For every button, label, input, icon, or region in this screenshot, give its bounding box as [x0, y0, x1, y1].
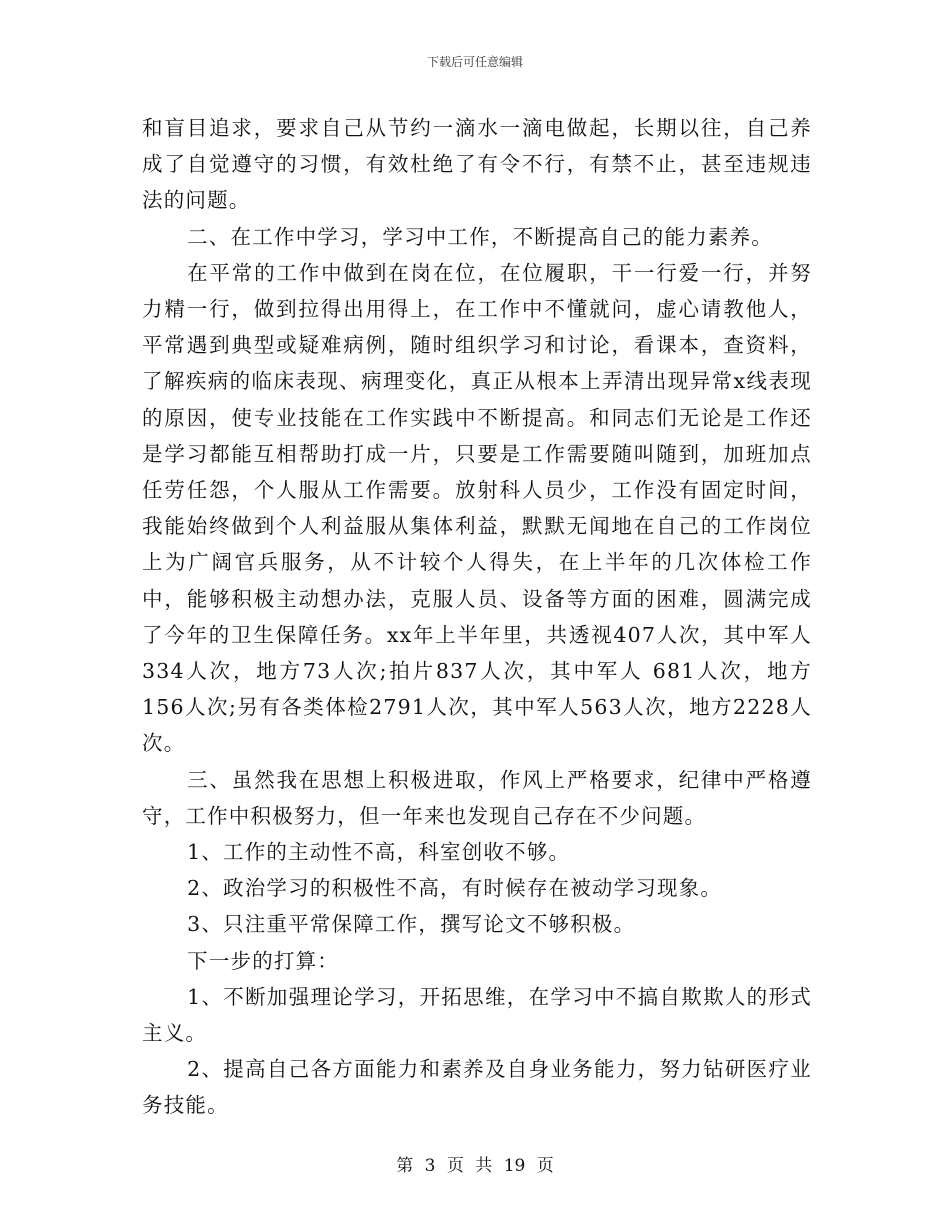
- plan-item-1: 1、不断加强理论学习，开拓思维，在学习中不搞自欺欺人的形式主义。: [142, 984, 812, 1046]
- plan-item-2: 2、提高自己各方面能力和素养及自身业务能力，努力钻研医疗业务技能。: [142, 1057, 812, 1118]
- paragraph-continuation: 和盲目追求，要求自己从节约一滴水一滴电做起，长期以往，自己养成了自觉遵守的习惯，有效杜绝了有令不行，有禁不止，甚至违规违法的问题。: [142, 116, 812, 213]
- problem-item-2: 2、政治学习的积极性不高，有时候存在被动学习现象。: [187, 876, 723, 901]
- paragraph-work-details: 在平常的工作中做到在岗在位，在位履职，干一行爱一行，并努力精一行，做到拉得出用得上，在工作中不懂就问，虚心请教他人，平常遇到典型或疑难病例，随时组织学习和讨论，看课本，查资料，了解疾病的临床表现、病理变化，真正从根本上弄清出现异常x线表现的原因，使专业技能在工作实践中不断提高。和同志们无论是工作还是学习都能互相帮助打成一片，只要是工作需要随叫随到，加班加点任劳任怨，个人服从工作需要。放射科人员少，工作没有固定时间，我能始终做到个人利益服从集体利益，默默无闻地在自己的工作岗位上为广阔官兵服务，从不计较个人得失，在上半年的几次体检工作中，能够积极主动想办法，克服人员、设备等方面的困难，圆满完成了今年的卫生保障任务。xx年上半年里，共透视407人次，其中军人334人次，地方73人次;拍片837人次，其中军人 681人次，地方156人次;另有各类体检2791人次，其中军人563人次，地方2228人次。: [142, 260, 812, 756]
- section-heading-2: 二、在工作中学习，学习中工作，不断提高自己的能力素养。: [187, 224, 773, 249]
- page-header: 下载后可任意编辑: [426, 55, 523, 69]
- document-body: [142, 110, 812, 1124]
- problem-item-3: 3、只注重平常保障工作，撰写论文不够积极。: [187, 912, 636, 937]
- next-steps-heading: 下一步的打算：: [187, 948, 339, 973]
- section-heading-3: 三、虽然我在思想上积极进取，作风上严格要求，纪律中严格遵守，工作中积极努力，但一年来也发现自己存在不少问题。: [142, 767, 812, 828]
- page-number-footer: 第 3 页 共 19 页: [396, 1156, 554, 1176]
- problem-item-1: 1、工作的主动性不高，科室创收不够。: [187, 840, 571, 865]
